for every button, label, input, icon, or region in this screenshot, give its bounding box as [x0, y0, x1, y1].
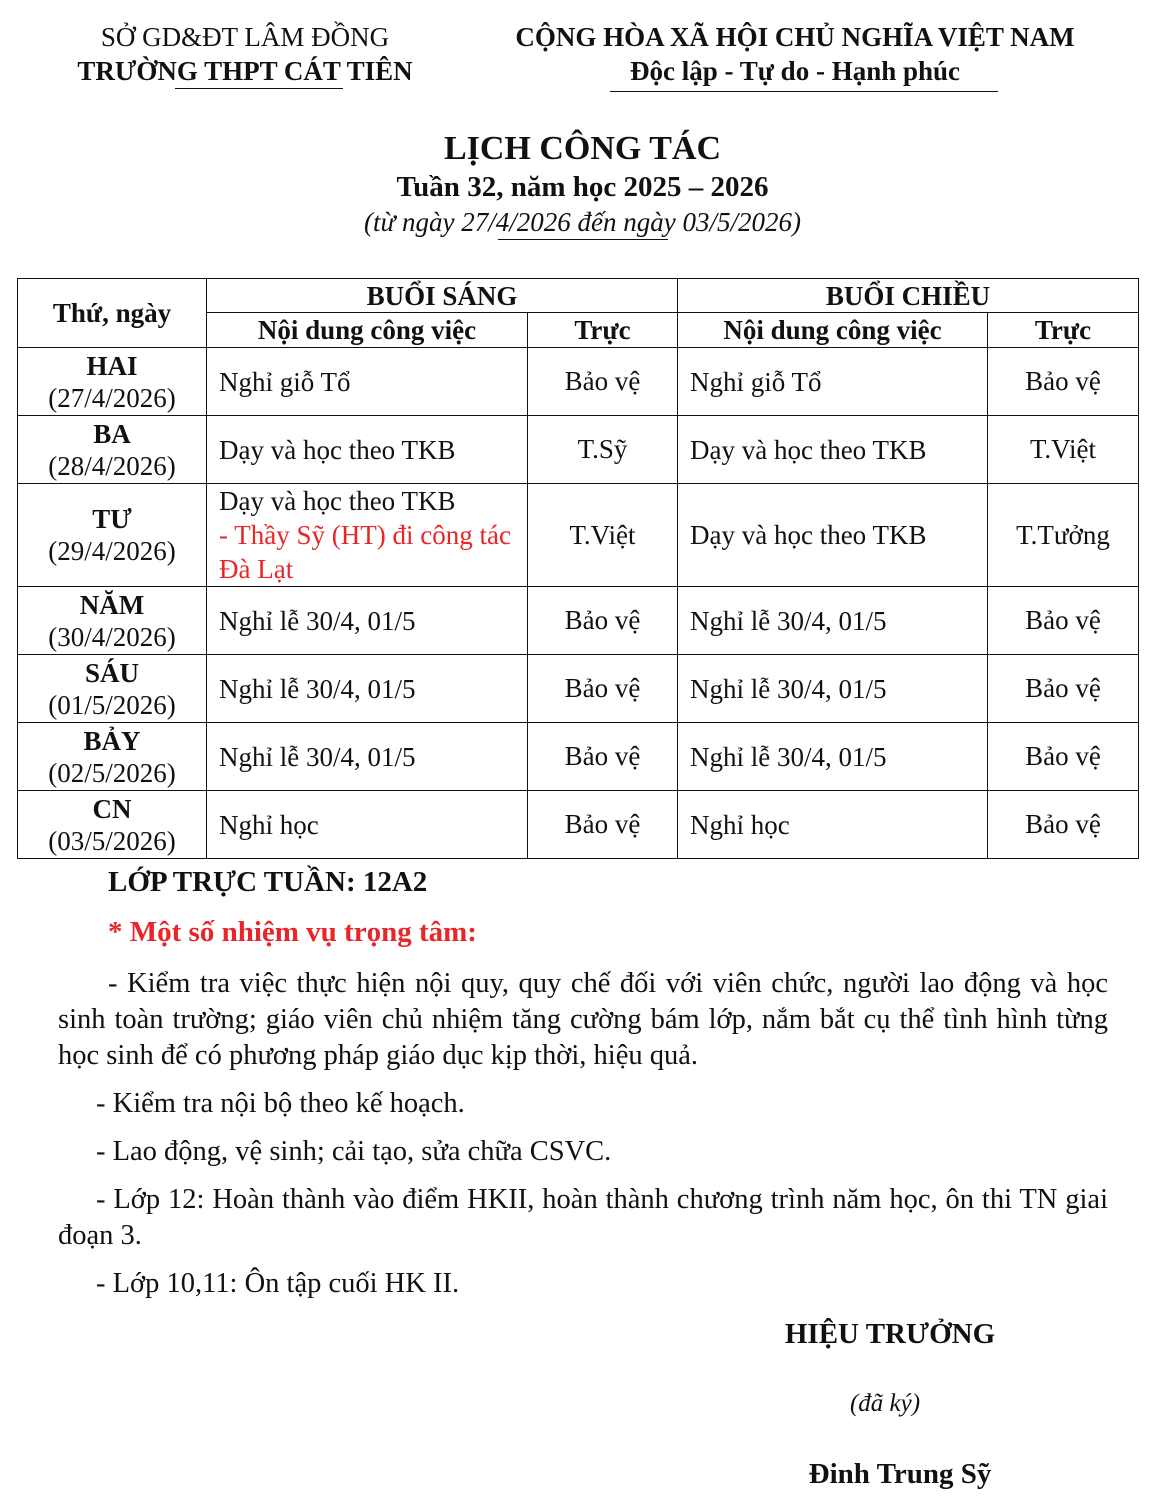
department-name: SỞ GD&ĐT LÂM ĐỒNG — [100, 22, 390, 52]
day-date: (03/5/2026) — [48, 825, 176, 856]
am-content: Nghỉ lễ 30/4, 01/5 — [207, 655, 528, 723]
table-row — [18, 416, 1139, 484]
signer-title: HIỆU TRƯỞNG — [784, 1318, 996, 1350]
table-row — [18, 348, 1139, 416]
day-cell — [18, 416, 207, 484]
day-cell — [18, 655, 207, 723]
am-duty: Bảo vệ — [528, 723, 678, 791]
key-tasks-list — [58, 966, 1108, 1302]
date-range: (từ ngày 27/4/2026 đến ngày 03/5/2026) — [364, 207, 801, 237]
day-date: (29/4/2026) — [48, 536, 176, 566]
schedule-table — [17, 278, 1139, 859]
day-cell — [18, 484, 207, 587]
am-content: Dạy và học theo TKB — [207, 416, 528, 484]
day-cell — [18, 348, 207, 416]
national-motto: Độc lập - Tự do - Hạnh phúc — [629, 56, 961, 86]
day-name: NĂM — [79, 589, 145, 620]
document-title: LỊCH CÔNG TÁC — [443, 130, 722, 167]
class-on-duty: LỚP TRỰC TUẦN: 12A2 — [108, 866, 428, 898]
task-item: - Lao động, vệ sinh; cải tạo, sửa chữa CSVC. — [96, 1136, 612, 1167]
table-row — [18, 791, 1139, 859]
pm-duty: Bảo vệ — [988, 791, 1139, 859]
am-duty: Bảo vệ — [528, 348, 678, 416]
column-header-pm-content: Nội dung công việc — [678, 313, 988, 348]
day-name: TƯ — [92, 504, 132, 534]
day-name: SÁU — [84, 657, 139, 688]
title-underline — [498, 239, 668, 240]
pm-content: Nghỉ lễ 30/4, 01/5 — [678, 723, 988, 791]
task-item: - Kiểm tra việc thực hiện nội quy, quy chế đối với viên chức, người lao động và học sinh toàn trường; giáo viên chủ nhiệm tăng cường bám lớp, nắm bắt cụ thể tình hình từng học sinh để có phương pháp giáo dục kịp thời, hiệu quả. — [58, 968, 1108, 1071]
key-tasks-heading: * Một số nhiệm vụ trọng tâm: — [108, 916, 477, 948]
day-date: (02/5/2026) — [48, 757, 176, 788]
am-duty: Bảo vệ — [528, 587, 678, 655]
pm-duty: Bảo vệ — [988, 723, 1139, 791]
column-header-am-duty: Trực — [528, 313, 678, 348]
school-underline — [175, 88, 343, 89]
day-date: (01/5/2026) — [48, 689, 176, 720]
table-row — [18, 587, 1139, 655]
table-row — [18, 655, 1139, 723]
day-name: BẢY — [83, 725, 141, 756]
national-header — [470, 20, 1120, 88]
task-item: - Lớp 10,11: Ôn tập cuối HK II. — [96, 1268, 460, 1299]
country-name: CỘNG HÒA XÃ HỘI CHỦ NGHĨA VIỆT NAM — [515, 22, 1075, 52]
am-duty: T.Việt — [528, 484, 678, 587]
am-content-note: - Thầy Sỹ (HT) đi công tác Đà Lạt — [219, 520, 511, 584]
pm-duty: Bảo vệ — [988, 655, 1139, 723]
pm-content: Nghỉ học — [678, 791, 988, 859]
day-cell — [18, 791, 207, 859]
column-header-pm-duty: Trực — [988, 313, 1139, 348]
signer-name: Đinh Trung Sỹ — [808, 1458, 992, 1490]
motto-underline — [610, 91, 998, 92]
column-header-am-content: Nội dung công việc — [207, 313, 528, 348]
day-date: (27/4/2026) — [48, 382, 176, 413]
day-cell — [18, 723, 207, 791]
column-header-day: Thứ, ngày — [18, 279, 207, 348]
day-name: BA — [93, 418, 131, 449]
task-item: - Kiểm tra nội bộ theo kế hoạch. — [96, 1088, 465, 1119]
table-row — [18, 723, 1139, 791]
task-item: - Lớp 12: Hoàn thành vào điểm HKII, hoàn thành chương trình năm học, ôn thi TN giai đoạn 3. — [58, 1184, 1108, 1251]
day-name: CN — [92, 793, 132, 824]
am-duty: T.Sỹ — [528, 416, 678, 484]
day-cell — [18, 587, 207, 655]
pm-duty: Bảo vệ — [988, 587, 1139, 655]
am-content: Nghỉ lễ 30/4, 01/5 — [207, 723, 528, 791]
table-row — [18, 484, 1139, 587]
pm-content: Nghỉ giỗ Tổ — [678, 348, 988, 416]
am-duty: Bảo vệ — [528, 655, 678, 723]
week-subtitle: Tuần 32, năm học 2025 – 2026 — [396, 171, 769, 203]
column-header-morning: BUỔI SÁNG — [207, 279, 678, 313]
am-content — [207, 484, 528, 587]
column-header-afternoon: BUỔI CHIỀU — [678, 279, 1139, 313]
day-name: HAI — [86, 350, 138, 381]
pm-content: Dạy và học theo TKB — [678, 484, 988, 587]
am-content: Nghỉ lễ 30/4, 01/5 — [207, 587, 528, 655]
pm-duty: Bảo vệ — [988, 348, 1139, 416]
am-content: Nghỉ giỗ Tổ — [207, 348, 528, 416]
am-duty: Bảo vệ — [528, 791, 678, 859]
pm-content: Dạy và học theo TKB — [678, 416, 988, 484]
pm-duty: T.Tưởng — [988, 484, 1139, 587]
pm-content: Nghỉ lễ 30/4, 01/5 — [678, 655, 988, 723]
am-content-text: Dạy và học theo TKB — [219, 486, 456, 516]
pm-duty: T.Việt — [988, 416, 1139, 484]
signed-note: (đã ký) — [849, 1390, 921, 1417]
am-content: Nghỉ học — [207, 791, 528, 859]
day-date: (28/4/2026) — [48, 450, 176, 481]
issuer-block — [40, 20, 450, 88]
school-name: TRƯỜNG THPT CÁT TIÊN — [77, 56, 413, 86]
pm-content: Nghỉ lễ 30/4, 01/5 — [678, 587, 988, 655]
day-date: (30/4/2026) — [48, 621, 176, 652]
document-title-block — [0, 128, 1153, 240]
